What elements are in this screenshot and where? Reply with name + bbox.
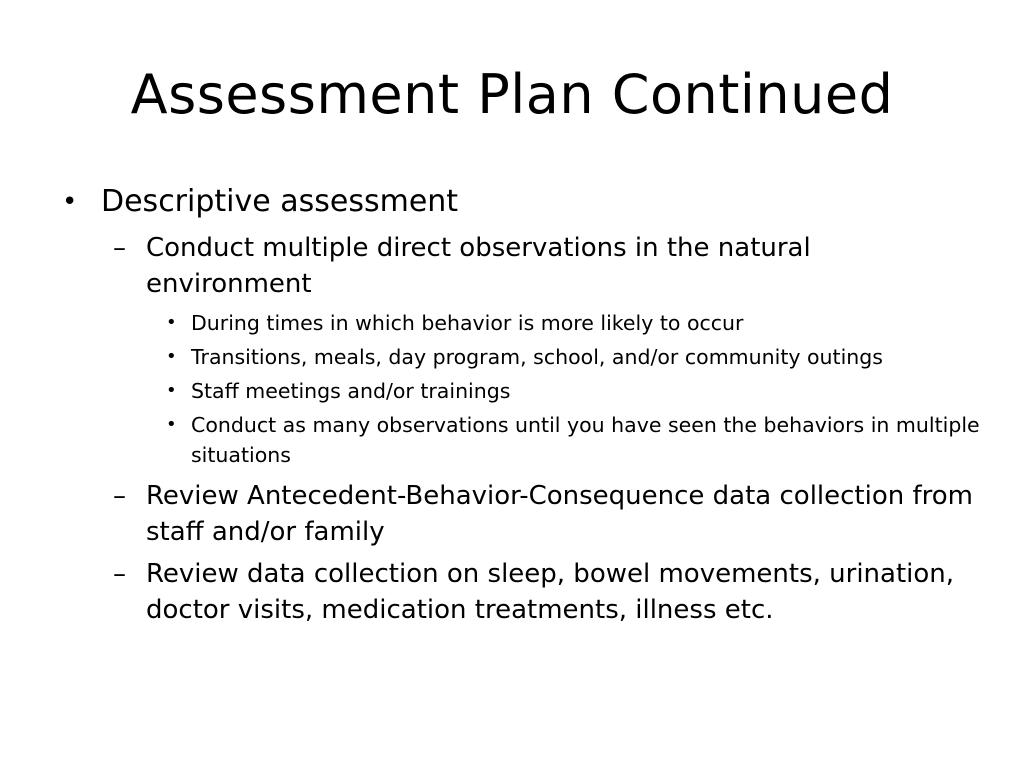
- detail-bullet-text: Staff meetings and/or trainings: [191, 379, 511, 403]
- detail-bullet-many-observations: [0, 410, 1024, 470]
- bullet-text: Descriptive assessment: [101, 184, 459, 219]
- bullet-marker: •: [62, 187, 78, 217]
- sub-bullet-text: Review Antecedent-Behavior-Consequence data collection from staff and/or family: [146, 481, 974, 547]
- sub-bullet-text: Review data collection on sleep, bowel movements, urination, doctor visits, medication treatments, illness etc.: [146, 559, 955, 625]
- sub-bullet-review-abc-data: [0, 478, 1024, 550]
- sub-bullet-direct-observations: [0, 230, 1024, 302]
- detail-bullet-text: Conduct as many observations until you have seen the behaviors in multiple situations: [191, 413, 980, 467]
- observation-details-list: [0, 308, 1024, 470]
- slide-content: [0, 182, 1024, 634]
- bullet-marker: •: [166, 346, 177, 367]
- slide-title: Assessment Plan Continued: [130, 63, 894, 126]
- sub-bullet-review-health-data: [0, 556, 1024, 628]
- sub-bullet-text: Conduct multiple direct observations in the natural environment: [146, 233, 811, 299]
- detail-bullet-text: During times in which behavior is more likely to occur: [191, 311, 744, 335]
- dash-marker: –: [113, 233, 126, 263]
- detail-bullet-times: [0, 308, 1024, 338]
- detail-bullet-transitions: [0, 342, 1024, 372]
- bullet-marker: •: [166, 414, 177, 435]
- detail-bullet-text: Transitions, meals, day program, school, and/or community outings: [191, 345, 883, 369]
- dash-marker: –: [113, 481, 126, 511]
- bullet-marker: •: [166, 380, 177, 401]
- bullet-marker: •: [166, 312, 177, 333]
- bullet-descriptive-assessment: [0, 182, 1024, 222]
- detail-bullet-staff-meetings: [0, 376, 1024, 406]
- dash-marker: –: [113, 559, 126, 589]
